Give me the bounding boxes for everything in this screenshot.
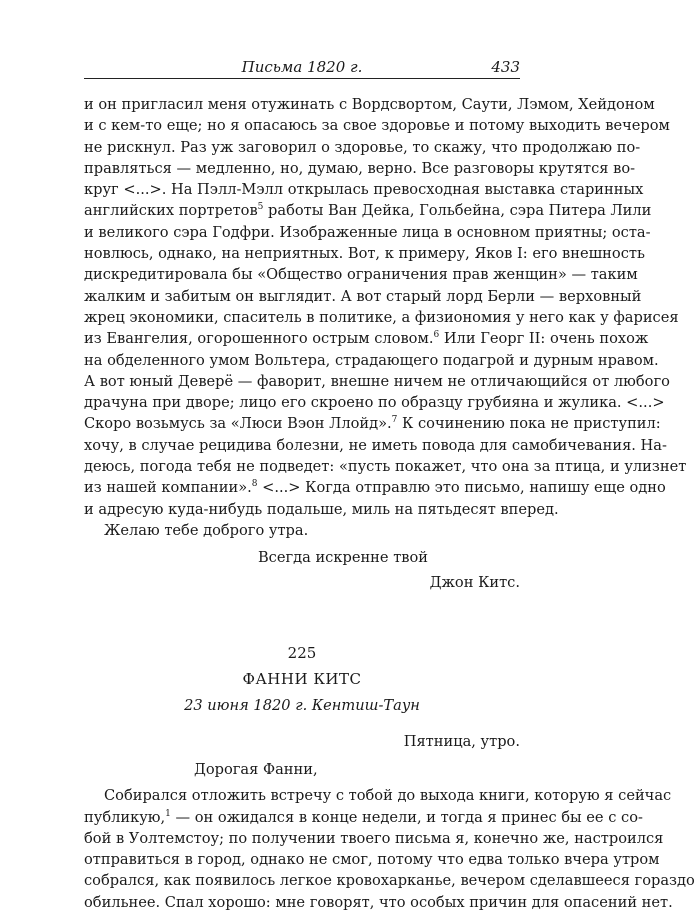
text-fragment: — он ожидался в конце недели, и тогда я принес бы ее с со-	[175, 808, 643, 826]
text-line: дискредитировала бы «Общество ограничения прав женщин» — таким	[84, 266, 638, 284]
text-fragment: английских портретов	[84, 202, 258, 220]
text-line: хочу, в случае рецидива болезни, не иметь повода для самобичевания. На-	[84, 436, 667, 454]
text-line: А вот юный Деверё — фаворит, внешне ничем не отличающийся от любого	[84, 372, 670, 390]
text-fragment: К сочинению пока не приступил:	[402, 415, 661, 433]
footnote-marker: 1	[165, 808, 171, 819]
text-line: Собирался отложить встречу с тобой до выхода книги, которую я сейчас	[104, 787, 672, 805]
text-line	[84, 413, 661, 434]
text-line: не рискнул. Раз уж заговорил о здоровье, то скажу, что продолжаю по-	[84, 138, 641, 156]
footnote-marker: 6	[433, 330, 440, 341]
text-line: и адресую куда-нибудь подальше, миль на пятьдесят вперед.	[84, 500, 559, 518]
letter-number: 225	[287, 644, 317, 663]
running-title: Письма 1820 г.	[241, 58, 363, 76]
page-body	[84, 94, 695, 913]
text-line: новлюсь, однако, на неприятных. Вот, к примеру, Яков I: его внешность	[84, 245, 645, 263]
letter-salutation: Дорогая Фанни,	[194, 761, 318, 779]
footnote-marker: 5	[257, 202, 264, 213]
text-fragment: из нашей компании».	[84, 479, 252, 497]
text-line: бой в Уолтемстоу; по получении твоего письма я, конечно же, настроился	[84, 829, 664, 847]
letter-weekday: Пятница, утро.	[403, 733, 520, 751]
text-line: круг <...>. На Пэлл-Мэлл открылась превосходная выставка старинных	[84, 181, 644, 199]
text-fragment: <...> Когда отправлю это письмо, напишу еще одно	[262, 479, 666, 497]
text-line: обильнее. Спал хорошо: мне говорят, что особых причин для опасений нет.	[84, 893, 673, 911]
text-line: и великого сэра Годфри. Изображенные лица в основном приятны; оста-	[84, 223, 651, 241]
text-line	[84, 477, 666, 498]
text-line: отправиться в город, однако не смог, потому что едва только вчера утром	[84, 851, 660, 869]
text-line: жалким и забитым он выглядит. А вот старый лорд Берли — верховный	[84, 287, 642, 305]
text-line: правляться — медленно, но, думаю, верно. Все разговоры крутятся во-	[84, 159, 636, 177]
text-line: деюсь, погода тебя не подведет: «пусть покажет, что она за птица, и улизнет	[84, 458, 687, 476]
page-number: 433	[491, 58, 520, 76]
text-fragment: работы Ван Дейка, Гольбейна, сэра Питера Лили	[268, 202, 652, 220]
text-fragment: Скоро возьмусь за «Люси Вэон Ллойд».	[84, 415, 392, 433]
text-line: собрался, как появилось легкое кровохарканье, вечером сделавшееся гораздо	[84, 872, 695, 890]
footnote-marker: 7	[391, 415, 398, 426]
letter-dateline: 23 июня 1820 г. Кентиш-Таун	[184, 697, 420, 715]
text-line: и он пригласил меня отужинать с Вордсвортом, Саути, Лэмом, Хейдоном	[84, 96, 655, 113]
footnote-marker: 8	[251, 479, 258, 490]
text-line: драчуна при дворе; лицо его скроено по образцу грубияна и жулика. <...>	[84, 394, 665, 412]
text-line	[84, 807, 643, 828]
text-fragment: из Евангелия, огорошенного острым словом.	[84, 330, 434, 348]
signature: Джон Китс.	[429, 574, 520, 592]
text-fragment: публикую,	[84, 808, 166, 826]
text-line: жрец экономики, спаситель в политике, а физиономия у него как у фарисея	[84, 308, 679, 326]
closing-phrase: Всегда искренне твой	[257, 549, 428, 567]
text-line: и с кем-то еще; но я опасаюсь за свое здоровье и потому выходить вечером	[84, 117, 670, 135]
text-line	[84, 328, 649, 349]
text-fragment: Или Георг II: очень похож	[443, 330, 649, 348]
running-header	[84, 56, 520, 79]
letter-recipient: ФАННИ КИТС	[242, 670, 362, 689]
text-line	[84, 200, 652, 221]
text-line: Желаю тебе доброго утра.	[104, 521, 309, 539]
text-line: на обделенного умом Вольтера, страдающего подагрой и дурным нравом.	[84, 351, 659, 369]
